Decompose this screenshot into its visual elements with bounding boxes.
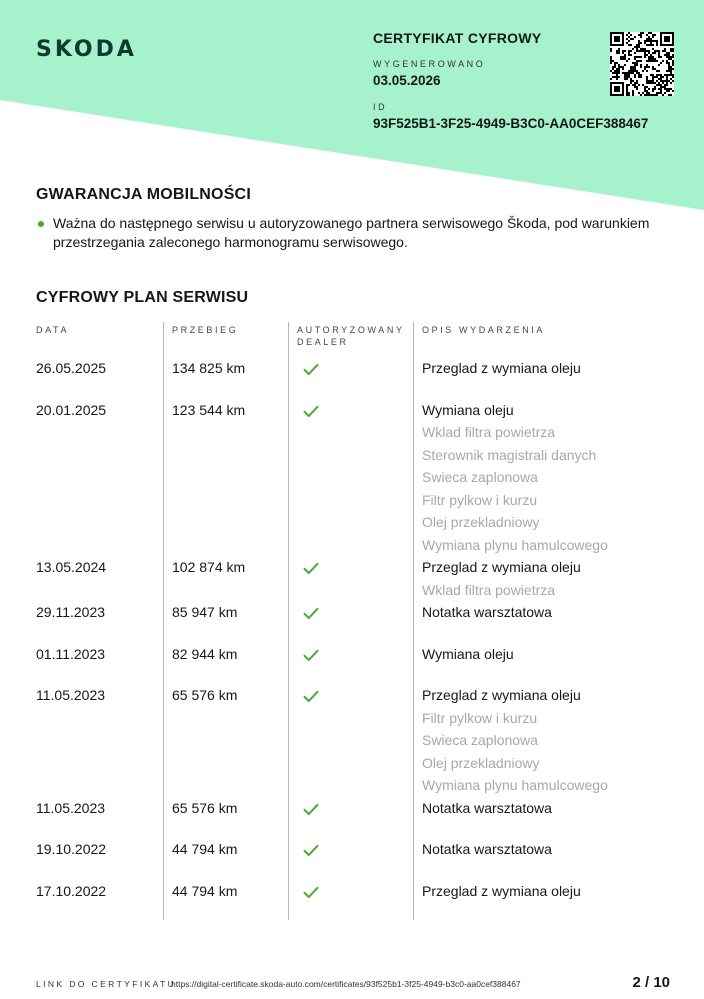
svg-text:SKODA: SKODA bbox=[36, 37, 137, 60]
header-event: OPIS WYDARZENIA bbox=[422, 325, 546, 335]
row-detail: Swieca zaplonowa bbox=[422, 732, 538, 748]
row-mileage: 134 825 km bbox=[172, 360, 246, 376]
plan-title: CYFROWY PLAN SERWISU bbox=[36, 289, 249, 306]
row-date: 01.11.2023 bbox=[36, 645, 106, 662]
row-detail: Wklad filtra powietrza bbox=[422, 424, 556, 440]
row-date: 29.11.2023 bbox=[36, 604, 106, 620]
check-icon bbox=[303, 649, 321, 663]
row-detail: Filtr pylkow i kurzu bbox=[422, 491, 538, 508]
id-value: 93F525B1-3F25-4949-B3C0-AA0CEF388467 bbox=[373, 116, 649, 131]
row-date: 11.05.2023 bbox=[36, 799, 106, 816]
row-detail: Wymiana plynu hamulcowego bbox=[422, 536, 608, 553]
check-icon bbox=[303, 562, 321, 576]
mobility-text-line-1: Ważna do następnego serwisu u autoryzowanego partnera serwisowego Škoda, pod warunkiem bbox=[53, 215, 650, 231]
row-event: Przeglad z wymiana oleju bbox=[422, 559, 581, 575]
row-event: Przeglad z wymiana oleju bbox=[422, 360, 581, 376]
row-event: Wymiana oleju bbox=[422, 401, 514, 418]
row-event: Wymiana oleju bbox=[422, 645, 514, 662]
row-event: Notatka warsztatowa bbox=[422, 799, 552, 816]
row-date: 19.10.2022 bbox=[36, 841, 107, 857]
row-mileage: 82 944 km bbox=[172, 645, 238, 662]
check-icon bbox=[303, 363, 321, 377]
row-detail: Swieca zaplonowa bbox=[422, 469, 538, 485]
check-icon bbox=[303, 690, 321, 704]
column-divider bbox=[288, 322, 289, 920]
row-detail: Sterownik magistrali danych bbox=[422, 446, 597, 463]
id-label: ID bbox=[373, 102, 388, 112]
header-date: DATA bbox=[36, 325, 70, 335]
qr-code-icon bbox=[610, 32, 674, 96]
mobility-bullet bbox=[36, 214, 676, 252]
row-detail: Wklad filtra powietrza bbox=[422, 581, 556, 598]
skoda-logo bbox=[36, 36, 168, 65]
certificate-link[interactable]: https://digital-certificate.skoda-auto.com/certificates/93f525b1-3f25-4949-b3c0-aa0cef388467 bbox=[171, 979, 521, 989]
generated-date: 03.05.2026 bbox=[373, 73, 441, 88]
mobility-title: GWARANCJA MOBILNOŚCI bbox=[36, 186, 251, 203]
bullet-dot-icon bbox=[38, 221, 44, 227]
row-detail: Wymiana plynu hamulcowego bbox=[422, 777, 608, 793]
row-event: Notatka warsztatowa bbox=[422, 841, 552, 857]
certificate-title: CERTYFIKAT CYFROWY bbox=[373, 30, 542, 46]
check-icon bbox=[303, 405, 321, 419]
row-mileage: 44 794 km bbox=[172, 882, 238, 899]
row-detail: Olej przekladniowy bbox=[422, 514, 540, 530]
generated-label: WYGENEROWANO bbox=[373, 59, 486, 69]
header-mileage: PRZEBIEG bbox=[172, 325, 239, 335]
row-detail: Filtr pylkow i kurzu bbox=[422, 709, 538, 726]
column-divider bbox=[163, 322, 164, 920]
mobility-text-line-2: przestrzegania zaleconego harmonogramu serwisowego. bbox=[53, 234, 408, 250]
header-dealer-line-1: AUTORYZOWANY bbox=[297, 325, 405, 335]
header-dealer bbox=[297, 324, 405, 348]
row-date: 11.05.2023 bbox=[36, 687, 106, 703]
row-mileage: 44 794 km bbox=[172, 841, 238, 857]
row-event: Przeglad z wymiana oleju bbox=[422, 882, 581, 899]
check-icon bbox=[303, 607, 321, 621]
row-mileage: 102 874 km bbox=[172, 559, 246, 575]
row-date: 13.05.2024 bbox=[36, 559, 107, 575]
row-date: 26.05.2025 bbox=[36, 360, 107, 376]
row-event: Notatka warsztatowa bbox=[422, 604, 552, 620]
check-icon bbox=[303, 886, 321, 900]
row-mileage: 65 576 km bbox=[172, 799, 238, 816]
row-mileage: 65 576 km bbox=[172, 687, 238, 703]
row-date: 17.10.2022 bbox=[36, 882, 107, 899]
check-icon bbox=[303, 844, 321, 858]
row-mileage: 123 544 km bbox=[172, 401, 246, 418]
check-icon bbox=[303, 803, 321, 817]
certificate-info bbox=[373, 30, 648, 131]
header-dealer-line-2: DEALER bbox=[297, 337, 349, 347]
row-event: Przeglad z wymiana oleju bbox=[422, 687, 581, 703]
page-number: 2 / 10 bbox=[632, 974, 670, 991]
row-date: 20.01.2025 bbox=[36, 401, 107, 418]
column-divider bbox=[413, 322, 414, 920]
row-mileage: 85 947 km bbox=[172, 604, 238, 620]
row-detail: Olej przekladniowy bbox=[422, 754, 540, 771]
certificate-link-label: LINK DO CERTYFIKATU: bbox=[36, 979, 181, 989]
